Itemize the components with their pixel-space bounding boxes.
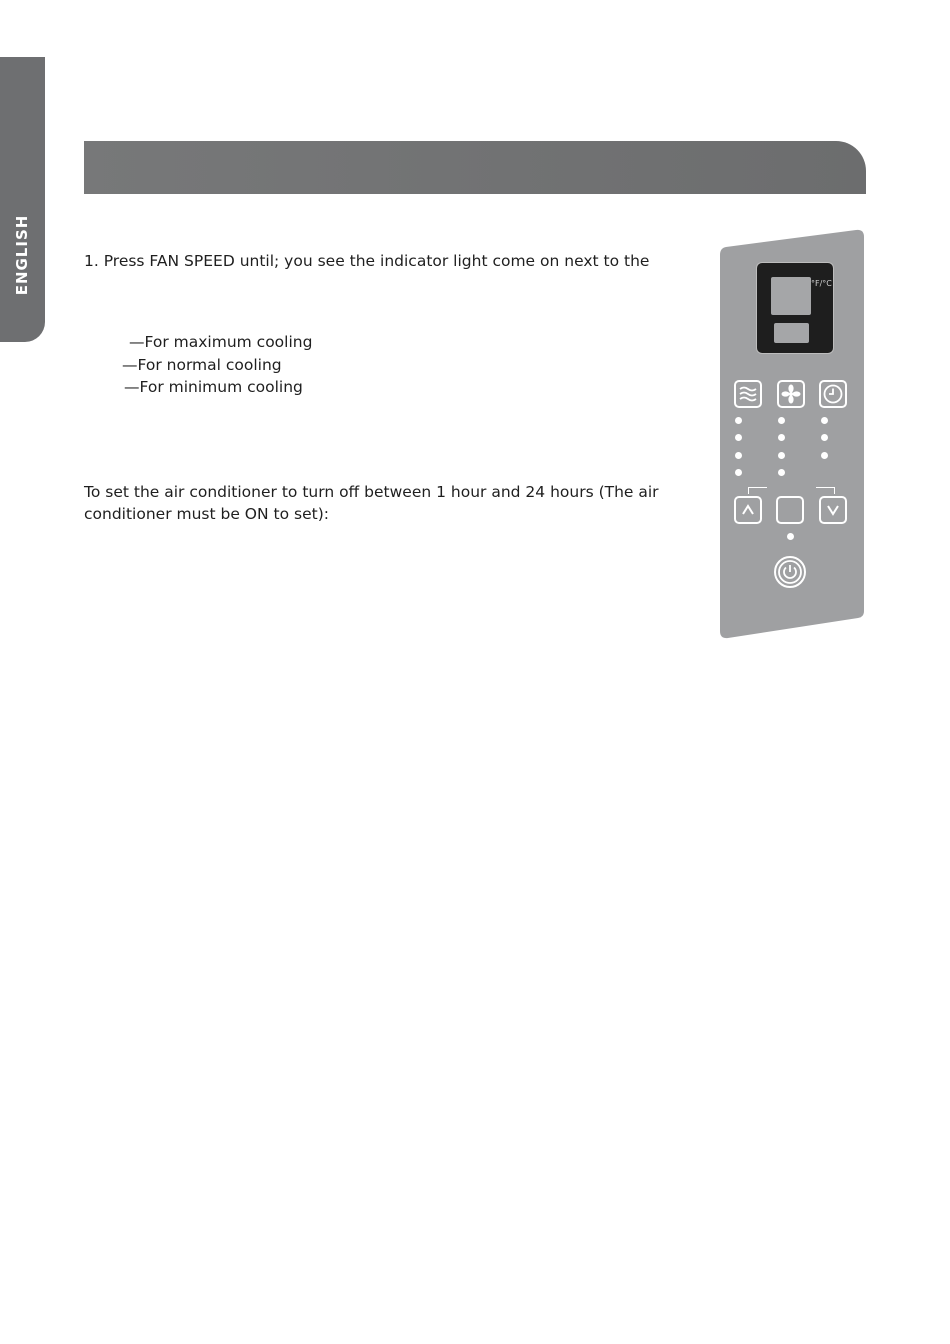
mode-indicator-light [735, 469, 742, 476]
display-main-digits [771, 277, 811, 315]
timer-button[interactable] [819, 380, 847, 408]
fan-speed-button[interactable] [777, 380, 805, 408]
unit-label: °F/°C [811, 279, 832, 288]
down-arrow-icon [821, 498, 845, 522]
power-icon [776, 558, 804, 586]
down-bracket [816, 487, 835, 494]
language-tab [0, 57, 45, 342]
fan-speed-indicator-light [778, 469, 785, 476]
cooling-option-normal: —For normal cooling [122, 356, 282, 374]
up-arrow-icon [736, 498, 760, 522]
mode-indicator-light [735, 417, 742, 424]
timer-indicator-light [821, 434, 828, 441]
cooling-option-maximum: —For maximum cooling [129, 333, 313, 351]
fan-speed-instruction: 1. Press FAN SPEED until; you see the indicator light come on next to the [84, 252, 650, 270]
section-header-bar [84, 141, 866, 194]
mode-indicator-light [735, 434, 742, 441]
timer-indicator-light [821, 452, 828, 459]
mode-waves-icon [736, 382, 760, 406]
center-button[interactable] [776, 496, 804, 524]
temperature-down-button[interactable] [819, 496, 847, 524]
mode-button[interactable] [734, 380, 762, 408]
power-button[interactable] [774, 556, 806, 588]
cooling-option-minimum: —For minimum cooling [124, 378, 303, 396]
temperature-display [757, 263, 833, 353]
temperature-up-button[interactable] [734, 496, 762, 524]
fan-speed-indicator-light [778, 417, 785, 424]
timer-clock-icon [821, 382, 845, 406]
fan-speed-indicator-light [778, 434, 785, 441]
timer-indicator-light [821, 417, 828, 424]
fan-icon [779, 382, 803, 406]
fan-speed-indicator-light [778, 452, 785, 459]
up-bracket [748, 487, 767, 494]
language-tab-label: ENGLISH [13, 214, 31, 296]
center-indicator-light [787, 533, 794, 540]
mode-indicator-light [735, 452, 742, 459]
display-small-digits [774, 323, 809, 343]
timer-instruction: To set the air conditioner to turn off between 1 hour and 24 hours (The air conditioner must be ON to set): [84, 483, 659, 523]
